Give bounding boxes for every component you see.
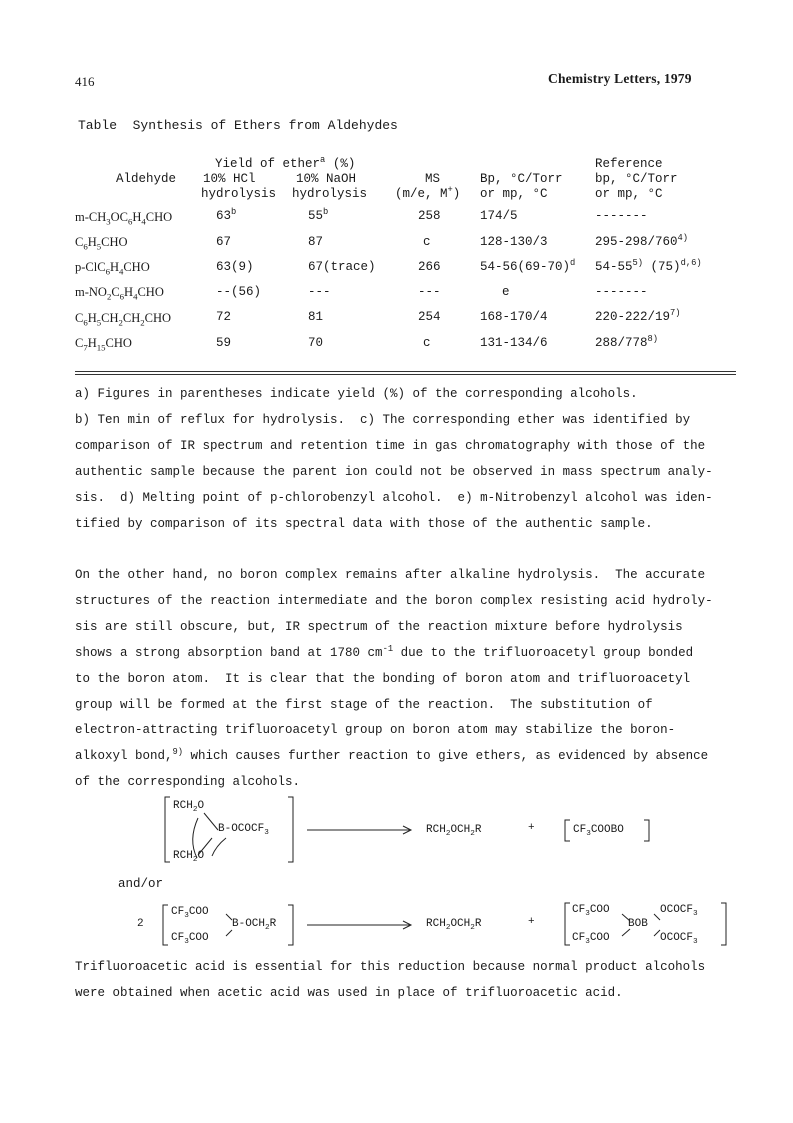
- cell-naoh: 55$^b$: [308, 206, 329, 223]
- byproduct-1: $CF_3COOBO$: [573, 824, 624, 839]
- cell-hcl: --(56): [216, 285, 262, 299]
- left-bracket: [165, 797, 170, 862]
- cf3coo-top: $CF_3COO$: [171, 906, 209, 921]
- boron-center: $B-OCOCF_3$: [218, 823, 269, 838]
- and-or-label: and/or: [118, 877, 164, 891]
- text-line: On the other hand, no boron complex remains after alkaline hydrolysis. The accurate: [75, 568, 706, 582]
- header-aldehyde: Aldehyde: [116, 172, 177, 186]
- text-line: shows a strong absorption band at 1780 $cm^{-1}$ due to the trifluoroacetyl group bonded: [75, 643, 694, 660]
- footnote-line: comparison of IR spectrum and retention time in gas chromatography with those of the: [75, 438, 706, 453]
- text-line: were obtained when acetic acid was used in place of trifluoroacetic acid.: [75, 985, 623, 1000]
- footnote-line: b) Ten min of reflux for hydrolysis. c) The corresponding ether was identified by: [75, 412, 691, 427]
- byproduct-left-bracket: [565, 820, 570, 841]
- plus-sign: +: [528, 822, 535, 834]
- cell-naoh: 67(trace): [308, 260, 376, 274]
- right-bracket: [288, 797, 293, 862]
- cell-bp: e: [502, 285, 510, 299]
- footnote-line: sis. d) Melting point of p-chlorobenzyl alcohol. e) m-Nitrobenzyl alcohol was iden-: [75, 490, 713, 505]
- byproduct2-bob: BOB: [628, 918, 648, 930]
- text-line: to the boron atom. It is clear that the bonding of boron atom and trifluoroacetyl: [75, 671, 691, 686]
- cell-aldehyde: $C_6H_5CH_2CH_2CHO$: [75, 311, 172, 328]
- bond-line: [622, 929, 630, 936]
- header-hcl: 10% HCl hydrolysis: [201, 172, 277, 201]
- page-number: 416: [75, 74, 95, 89]
- cell-ms: c: [423, 336, 431, 350]
- text-line: alkoxyl bond,$^{9)}$ which causes further reaction to give ethers, as evidenced by absence: [75, 747, 709, 764]
- cell-ms: 254: [418, 310, 441, 324]
- cell-naoh: 81: [308, 310, 324, 324]
- text-line: sis are still obscure, but, IR spectrum of the reaction mixture before hydrolysis: [75, 619, 683, 634]
- cell-bp: 128-130/3: [480, 235, 548, 249]
- cell-hcl: 63$^b$: [216, 206, 237, 223]
- cell-hcl: 63(9): [216, 260, 254, 274]
- byproduct2-cf3coo-top: $CF_3COO$: [572, 904, 610, 919]
- cell-ms: 258: [418, 209, 441, 223]
- header-bp: Bp, °C/Torr or mp, °C: [480, 172, 563, 201]
- cell-naoh: 70: [308, 336, 324, 350]
- bond-line: [226, 930, 232, 936]
- rch2o-bottom: $RCH_2O$: [173, 850, 205, 865]
- cell-ref: 288/778$^{8)}$: [595, 333, 659, 350]
- closing-paragraph: [75, 955, 735, 1007]
- cell-ref: -------: [595, 285, 648, 299]
- table-caption: Table Synthesis of Ethers from Aldehydes: [78, 118, 398, 133]
- plus-sign-2: +: [528, 916, 535, 928]
- byproduct2-left-bracket: [565, 903, 570, 945]
- byproduct2-cf3coo-bottom: $CF_3COO$: [572, 932, 610, 947]
- journal-header: Chemistry Letters, 1979: [548, 71, 692, 86]
- cell-ms: 266: [418, 260, 441, 274]
- coefficient: 2: [137, 918, 144, 930]
- byproduct2-ococf3-top: $OCOCF_3$: [660, 904, 698, 919]
- boron-center-2: $B-OCH_2R$: [232, 918, 277, 933]
- footnote-line: authentic sample because the parent ion could not be observed in mass spectrum analy-: [75, 464, 713, 479]
- cell-ref: 54-55$^{5)}$ $(75)^{d,6)}$: [595, 257, 702, 274]
- left-bracket-2: [163, 905, 168, 945]
- byproduct2-ococf3-bottom: $OCOCF_3$: [660, 932, 698, 947]
- text-line: electron-attracting trifluoroacetyl group on boron atom may stabilize the boron-: [75, 723, 676, 738]
- byproduct2-right-bracket: [721, 903, 726, 945]
- cell-aldehyde: $p-ClC_6H_4CHO$: [75, 260, 150, 277]
- header-ms: MS (m/e, M+): [395, 172, 461, 201]
- text-line: Trifluoroacetic acid is essential for this reduction because normal product alcohols: [75, 960, 706, 974]
- footnote-line: tified by comparison of its spectral data with those of the authentic sample.: [75, 516, 653, 531]
- header-yield-group: Yield of ether$^a$ (%): [215, 154, 356, 171]
- cell-ref: 295-298/760$^{4)}$: [595, 232, 689, 249]
- cell-ref: -------: [595, 209, 648, 223]
- cell-naoh: ---: [308, 285, 331, 299]
- text-line: of the corresponding alcohols.: [75, 775, 301, 790]
- header-naoh: 10% NaOH hydrolysis: [292, 172, 368, 201]
- cell-bp: $54-56(69-70)^d$: [480, 257, 576, 274]
- bond-line: [204, 813, 218, 830]
- cell-ref: 220-222/19$^{7)}$: [595, 307, 681, 324]
- byproduct-right-bracket: [644, 820, 649, 841]
- cell-bp: 168-170/4: [480, 310, 548, 324]
- cell-aldehyde: $C_7H_{15}CHO$: [75, 336, 132, 353]
- text-line: structures of the reaction intermediate and the boron complex resisting acid hydroly-: [75, 593, 713, 608]
- cell-aldehyde: $m-NO_2C_6H_4CHO$: [75, 285, 164, 302]
- footnote-line: a) Figures in parentheses indicate yield (%) of the corresponding alcohols.: [75, 387, 638, 401]
- rch2o-top: $RCH_2O$: [173, 800, 205, 815]
- header-reference: Reference bp, °C/Torr or mp, °C: [595, 157, 678, 201]
- right-bracket-2: [288, 905, 293, 945]
- cell-ms: ---: [418, 285, 441, 299]
- cell-aldehyde: $C_6H_5CHO$: [75, 235, 128, 252]
- ether-product: $RCH_2OCH_2R$: [426, 824, 482, 839]
- cell-bp: 131-134/6: [480, 336, 548, 350]
- cell-naoh: 87: [308, 235, 324, 249]
- cell-aldehyde: $m-CH_3OC_6H_4CHO$: [75, 210, 173, 227]
- text-line: group will be formed at the first stage of the reaction. The substitution of: [75, 697, 653, 712]
- ether-product-2: $RCH_2OCH_2R$: [426, 918, 482, 933]
- cell-ms: c: [423, 235, 431, 249]
- cell-hcl: 59: [216, 336, 232, 350]
- cell-hcl: 72: [216, 310, 232, 324]
- cf3coo-bottom: $CF_3COO$: [171, 932, 209, 947]
- cell-bp: 174/5: [480, 209, 518, 223]
- cell-hcl: 67: [216, 235, 232, 249]
- curved-arrow: [212, 838, 226, 856]
